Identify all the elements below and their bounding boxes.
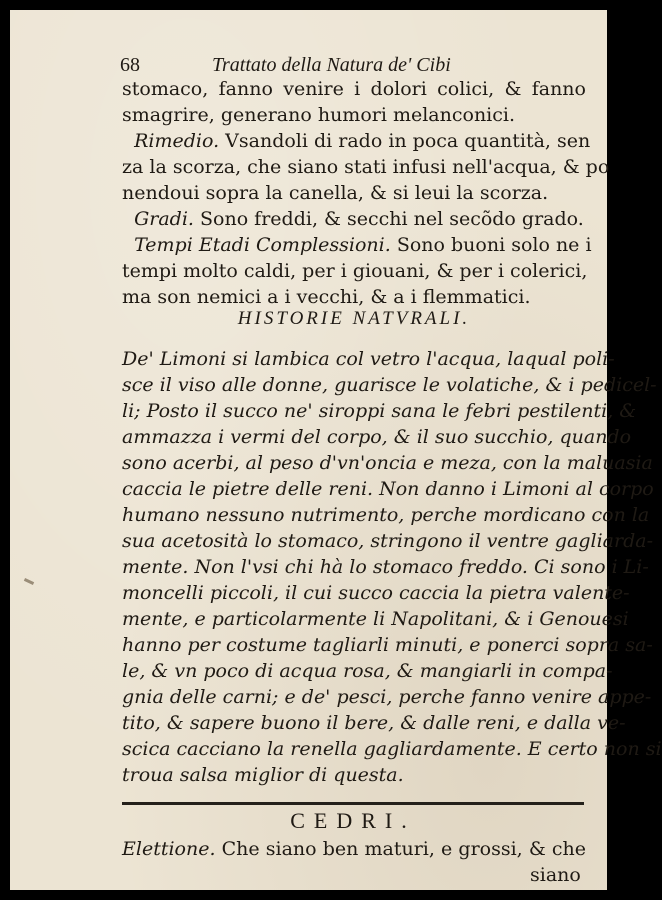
rimedio-label: Rimedio. bbox=[134, 130, 220, 152]
text-line: troua salsa miglior di questa. bbox=[122, 764, 404, 786]
elettione-line bbox=[122, 836, 586, 862]
text-line: sce il viso alle donne, guarisce le volatiche, & i pedicel- bbox=[122, 374, 657, 396]
text-line: caccia le pietre delle reni. Non danno i Limoni al corpo bbox=[122, 478, 654, 500]
section-heading: HISTORIE NATVRALI. bbox=[237, 308, 471, 329]
elettione-label: Elettione. bbox=[122, 838, 216, 860]
gradi-line bbox=[122, 206, 584, 232]
text-line: tito, & sapere buono il bere, & dalle reni, e dalla ve- bbox=[122, 712, 626, 734]
tempi-label: Tempi Etadi Complessioni. bbox=[134, 234, 391, 256]
elettione-text: Che siano ben maturi, e grossi, & che bbox=[215, 838, 586, 860]
margin-mark bbox=[24, 578, 34, 585]
gradi-label: Gradi. bbox=[134, 208, 194, 230]
gradi-text: Sono freddi, & secchi nel secõdo grado. bbox=[193, 208, 584, 230]
text-line: li; Posto il succo ne' siroppi sana le febri pestilenti, & bbox=[122, 400, 637, 422]
page-number: 68 bbox=[120, 54, 140, 76]
text-line: De' Limoni si lambica col vetro l'acqua, laqual poli- bbox=[122, 348, 615, 370]
text-line: mente, e particolarmente li Napolitani, & i Genouesi bbox=[122, 608, 629, 630]
rimedio-line bbox=[122, 128, 591, 154]
text-line: stomaco, fanno venire i dolori colici, & fanno bbox=[122, 78, 586, 100]
tempi-line bbox=[122, 232, 592, 258]
text-line: scica cacciano la renella gagliardamente. E certo non si bbox=[122, 738, 662, 760]
section-divider bbox=[122, 802, 584, 805]
text-line: hanno per costume tagliarli minuti, e ponerci sopra sa- bbox=[122, 634, 653, 656]
text-line: za la scorza, che siano stati infusi nell'acqua, & po bbox=[122, 156, 610, 178]
text-line: nendoui sopra la canella, & si leui la scorza. bbox=[122, 182, 549, 204]
text-line: humano nessuno nutrimento, perche mordicano con la bbox=[122, 504, 650, 526]
text-line: ma son nemici a i vecchi, & a i flemmatici. bbox=[122, 286, 531, 308]
catchword: siano bbox=[530, 864, 581, 886]
cedri-heading: CEDRI. bbox=[290, 808, 416, 833]
text-line: sua acetosità lo stomaco, stringono il ventre gagliarda- bbox=[122, 530, 653, 552]
book-page bbox=[10, 10, 662, 890]
running-title: Trattato della Natura de' Cibi bbox=[212, 54, 451, 76]
text-line: moncelli piccoli, il cui succo caccia la pietra valente- bbox=[122, 582, 630, 604]
text-line: mente. Non l'vsi chi hà lo stomaco freddo. Ci sono i Li- bbox=[122, 556, 649, 578]
text-line: ammazza i vermi del corpo, & il suo succhio, quando bbox=[122, 426, 632, 448]
rimedio-text: Vsandoli di rado in poca quantità, sen bbox=[219, 130, 591, 152]
text-line: le, & vn poco di acqua rosa, & mangiarli in compa- bbox=[122, 660, 613, 682]
text-line: tempi molto caldi, per i giouani, & per i colerici, bbox=[122, 260, 588, 282]
text-line: sono acerbi, al peso d'vn'oncia e meza, con la maluasia bbox=[122, 452, 653, 474]
text-line: gnia delle carni; e de' pesci, perche fanno venire appe- bbox=[122, 686, 652, 708]
text-line: smagrire, generano humori melanconici. bbox=[122, 104, 516, 126]
tempi-text: Sono buoni solo ne i bbox=[390, 234, 592, 256]
